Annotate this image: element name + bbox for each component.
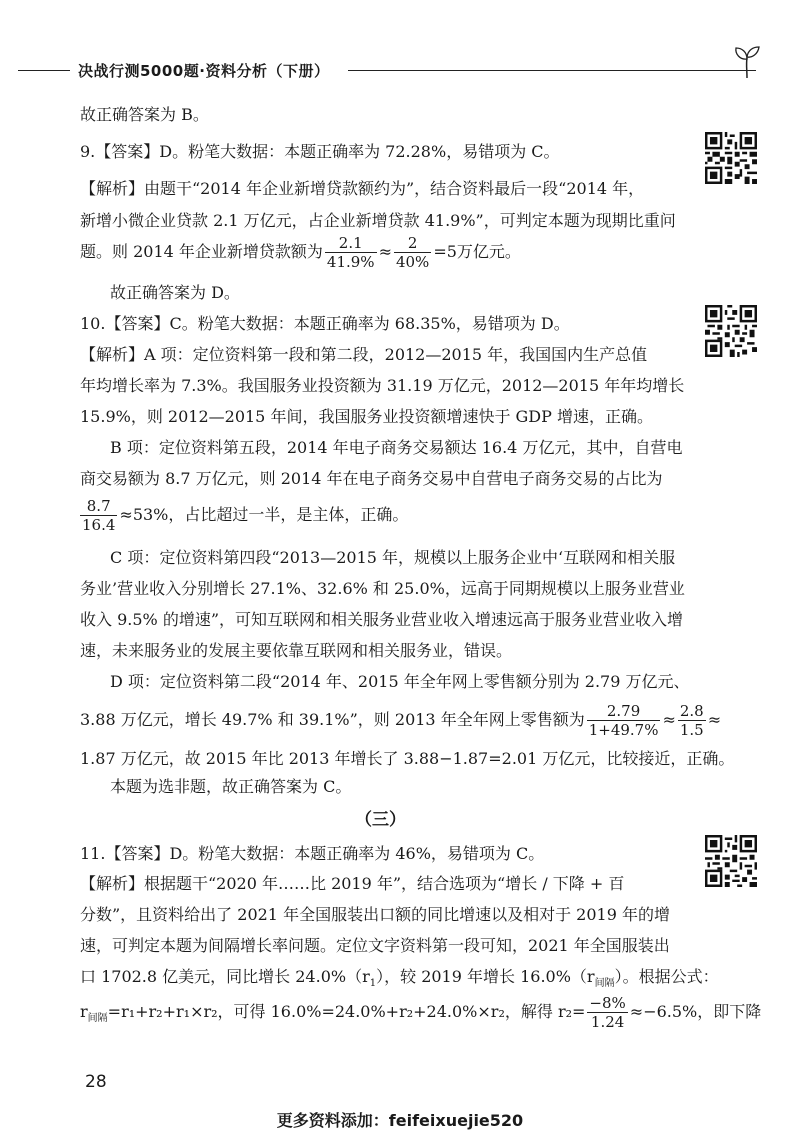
q10-option-d-line: D 项：定位资料第二段“2014 年、2015 年全年网上零售额分别为 2.79 万亿元、 — [110, 672, 690, 691]
text-segment: r — [80, 1002, 88, 1021]
q9-analysis-line: 新增小微企业贷款 2.1 万亿元，占企业新增贷款 41.9%”，可判定本题为现期比重问 — [80, 211, 676, 230]
fraction-numerator: 2.1 — [325, 234, 377, 253]
qr-code-icon[interactable] — [705, 305, 757, 357]
sprout-icon — [732, 44, 762, 78]
fraction — [587, 702, 661, 739]
section-heading: （三） — [355, 810, 406, 830]
qr-code-icon[interactable] — [705, 132, 757, 184]
q9-analysis-line: 【解析】由题干“2014 年企业新增贷款额约为”，结合资料最后一段“2014 年， — [80, 179, 645, 198]
text-segment: 口 1702.8 亿美元，同比增长 24.0%（r — [80, 967, 370, 986]
fraction-numerator: 2.8 — [679, 702, 704, 720]
fraction-numerator: 2 — [394, 234, 431, 253]
q10-analysis-line: 15.9%，则 2012—2015 年间，我国服务业投资额增速快于 GDP 增速，正确。 — [80, 407, 653, 426]
fraction-denominator: 40% — [395, 253, 430, 271]
text-segment: =5万亿元。 — [433, 242, 521, 261]
fraction — [394, 234, 431, 271]
q10-analysis-line: 年均增长率为 7.3%。我国服务业投资额为 31.19 万亿元，2012—2015 年年均增长 — [80, 376, 685, 395]
fraction-denominator: 1.5 — [679, 721, 704, 739]
q10-option-b-line: B 项：定位资料第五段，2014 年电子商务交易额达 16.4 万亿元，其中，自营电 — [110, 438, 683, 457]
approx-sign: ≈ — [662, 710, 676, 729]
text-segment: 3.88 万亿元，增长 49.7% 和 39.1%”，则 2013 年全年网上零售额为 — [80, 710, 585, 729]
q9-answer: 9.【答案】D。粉笔大数据：本题正确率为 72.28%，易错项为 C。 — [80, 142, 560, 161]
q10-conclusion: 本题为选非题，故正确答案为 C。 — [110, 777, 352, 796]
fraction-denominator: 1.24 — [590, 1013, 625, 1031]
fraction-denominator: 41.9% — [326, 253, 375, 271]
q9-conclusion: 故正确答案为 D。 — [110, 283, 240, 302]
q10-option-c-line: 收入 9.5% 的增速”，可知互联网和相关服务业营业收入增速远高于服务业营业收入增 — [80, 610, 684, 629]
fraction — [678, 702, 706, 739]
q10-option-c-line: C 项：定位资料第四段“2013—2015 年，规模以上服务企业中‘互联网和相关服 — [110, 548, 676, 567]
subscript: 间隔 — [87, 1013, 108, 1025]
text-line: 故正确答案为 B。 — [80, 105, 209, 124]
fraction-denominator: 16.4 — [82, 516, 116, 534]
running-header — [18, 52, 762, 82]
header-rule-right — [348, 70, 756, 71]
text-segment: ），较 2019 年增长 16.0%（r — [376, 967, 595, 986]
q10-answer: 10.【答案】C。粉笔大数据：本题正确率为 68.35%，易错项为 D。 — [80, 314, 570, 333]
approx-sign: ≈ — [707, 710, 722, 729]
fraction — [587, 994, 627, 1031]
q10-option-b-line: 商交易额为 8.7 万亿元，则 2014 年在电子商务交易中自营电子商务交易的占比为 — [80, 469, 663, 488]
fraction-denominator: 1+49.7% — [588, 721, 659, 739]
text-segment: =r₁+r₂+r₁×r₂，可得 16.0%=24.0%+r₂+24.0%×r₂，解得 r₂= — [107, 1002, 586, 1021]
q11-answer: 11.【答案】D。粉笔大数据：本题正确率为 46%，易错项为 C。 — [80, 844, 545, 863]
q11-analysis-line: 【解析】根据题干“2020 年……比 2019 年”，结合选项为“增长 / 下降 + 百 — [80, 874, 625, 893]
q10-analysis-line: 【解析】A 项：定位资料第一段和第二段，2012—2015 年，我国国内生产总值 — [80, 345, 648, 364]
fraction-numerator: 2.79 — [587, 702, 661, 721]
q11-analysis-line: 速，可判定本题为间隔增长率问题。定位文字资料第一段可知，2021 年全国服装出 — [80, 936, 670, 955]
q10-option-b-line — [80, 495, 680, 535]
text-segment: ≈53%，占比超过一半，是主体，正确。 — [119, 505, 409, 524]
subscript: 间隔 — [594, 978, 615, 990]
page-number: 28 — [85, 1072, 107, 1092]
text-segment: 题。则 2014 年企业新增贷款额为 — [80, 242, 323, 261]
q10-option-d-line: 1.87 万亿元，故 2015 年比 2013 年增长了 3.88−1.87=2.01 万亿元，比较接近，正确。 — [80, 749, 735, 768]
fraction-numerator: 8.7 — [80, 497, 117, 516]
q11-analysis-line — [80, 966, 719, 995]
q11-analysis-line — [80, 992, 762, 1039]
header-rule-left — [18, 70, 70, 71]
fraction — [80, 497, 117, 534]
qr-code-icon[interactable] — [705, 835, 757, 887]
approx-sign: ≈ — [378, 242, 392, 261]
q10-option-c-line: 务业’营业收入分别增长 27.1%、32.6% 和 25.0%，远高于同期规模以上服务业营业 — [80, 579, 685, 598]
q10-option-c-line: 速，未来服务业的发展主要依靠互联网和相关服务业，错误。 — [80, 641, 513, 660]
text-segment: ≈−6.5%，即下降 — [629, 1002, 762, 1021]
fraction-numerator: −8% — [589, 994, 626, 1012]
footer-note: 更多资料添加：feifeixuejie520 — [276, 1111, 524, 1130]
subscript: 1 — [369, 978, 377, 990]
fraction — [325, 234, 377, 271]
text-segment: ）。根据公式： — [614, 967, 719, 986]
q9-analysis-line — [80, 232, 680, 272]
book-title: 决战行测5000题·资料分析（下册） — [78, 62, 330, 80]
q11-analysis-line: 分数”，且资料给出了 2021 年全国服装出口额的同比增速以及相对于 2019 年的增 — [80, 905, 670, 924]
q10-option-d-line — [80, 700, 722, 740]
